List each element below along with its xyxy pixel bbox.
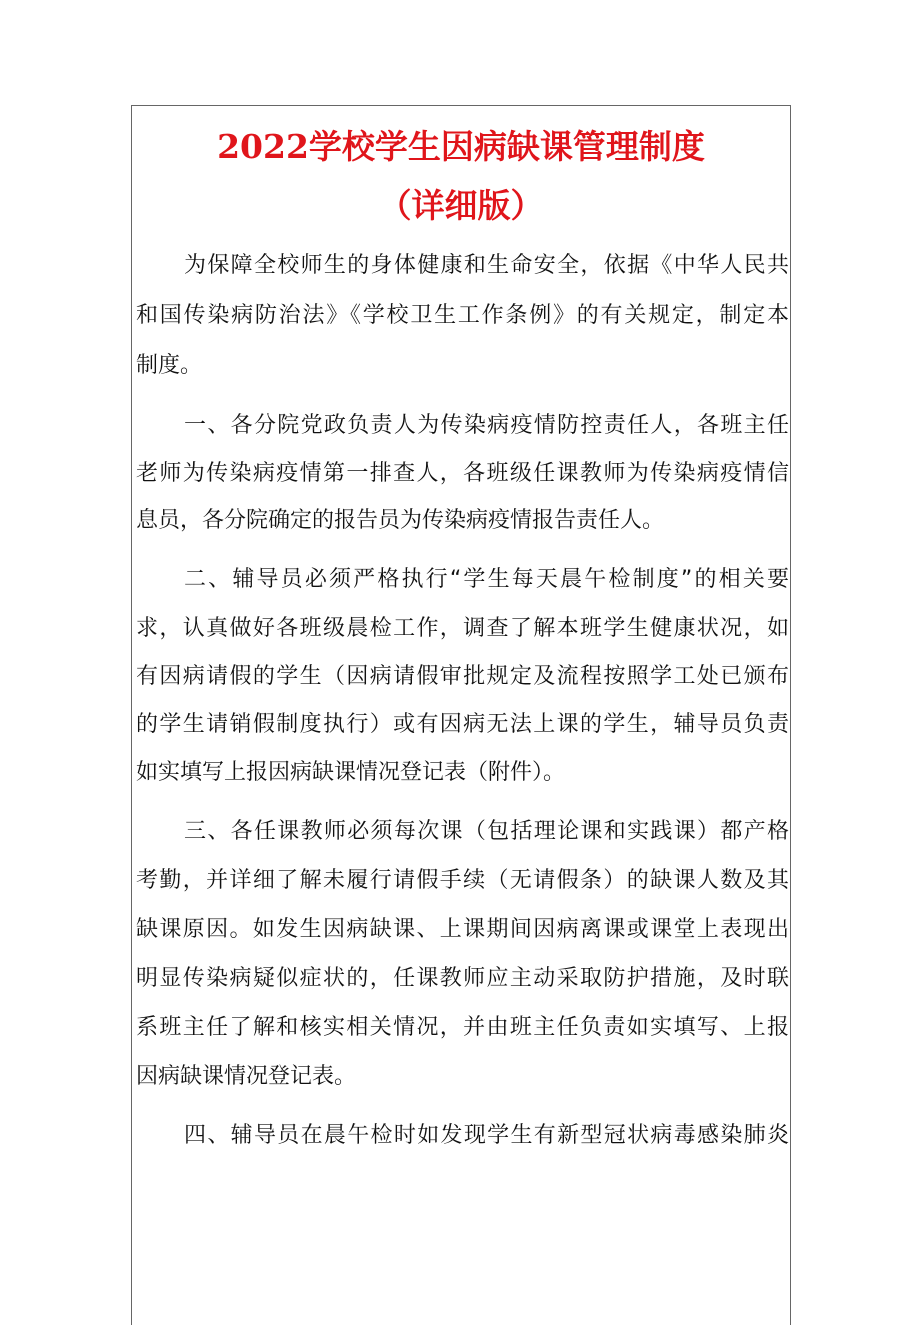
body-line: 制度。 <box>136 353 203 378</box>
body-line: 求，认真做好各班级晨检工作，调查了解本班学生健康状况，如 <box>136 616 789 641</box>
body-line: 因病缺课情况登记表。 <box>136 1064 357 1089</box>
body-line: 息员，各分院确定的报告员为传染病疫情报告责任人。 <box>136 508 665 533</box>
body-line: 明显传染病疑似症状的，任课教师应主动采取防护措施，及时联 <box>136 966 789 991</box>
body-line: 一、各分院党政负责人为传染病疫情防控责任人，各班主任 <box>184 413 789 438</box>
body-line: 三、各任课教师必须每次课（包括理论课和实践课）都产格 <box>184 819 789 844</box>
body-line: 有因病请假的学生（因病请假审批规定及流程按照学工处已颁布 <box>136 664 789 689</box>
body-line: 为保障全校师生的身体健康和生命安全，依据《中华人民共 <box>184 253 789 278</box>
document-subtitle: （详细版） <box>378 186 544 225</box>
body-line: 如实填写上报因病缺课情况登记表（附件）。 <box>136 760 566 785</box>
body-line: 和国传染病防治法》《学校卫生工作条例》的有关规定，制定本 <box>136 303 789 328</box>
body-line: 二、辅导员必须严格执行“学生每天晨午检制度”的相关要 <box>184 567 789 592</box>
document-title: 2022学校学生因病缺课管理制度 <box>217 127 705 166</box>
body-line: 系班主任了解和核实相关情况，并由班主任负责如实填写、上报 <box>136 1015 789 1040</box>
body-line: 考勤，并详细了解未履行请假手续（无请假条）的缺课人数及其 <box>136 868 789 893</box>
body-line: 缺课原因。如发生因病缺课、上课期间因病离课或课堂上表现出 <box>136 917 789 942</box>
body-line: 老师为传染病疫情第一排查人，各班级任课教师为传染病疫情信 <box>136 461 789 486</box>
body-line: 四、辅导员在晨午检时如发现学生有新型冠状病毒感染肺炎 <box>184 1123 789 1148</box>
body-line: 的学生请销假制度执行）或有因病无法上课的学生，辅导员负责 <box>136 712 789 737</box>
